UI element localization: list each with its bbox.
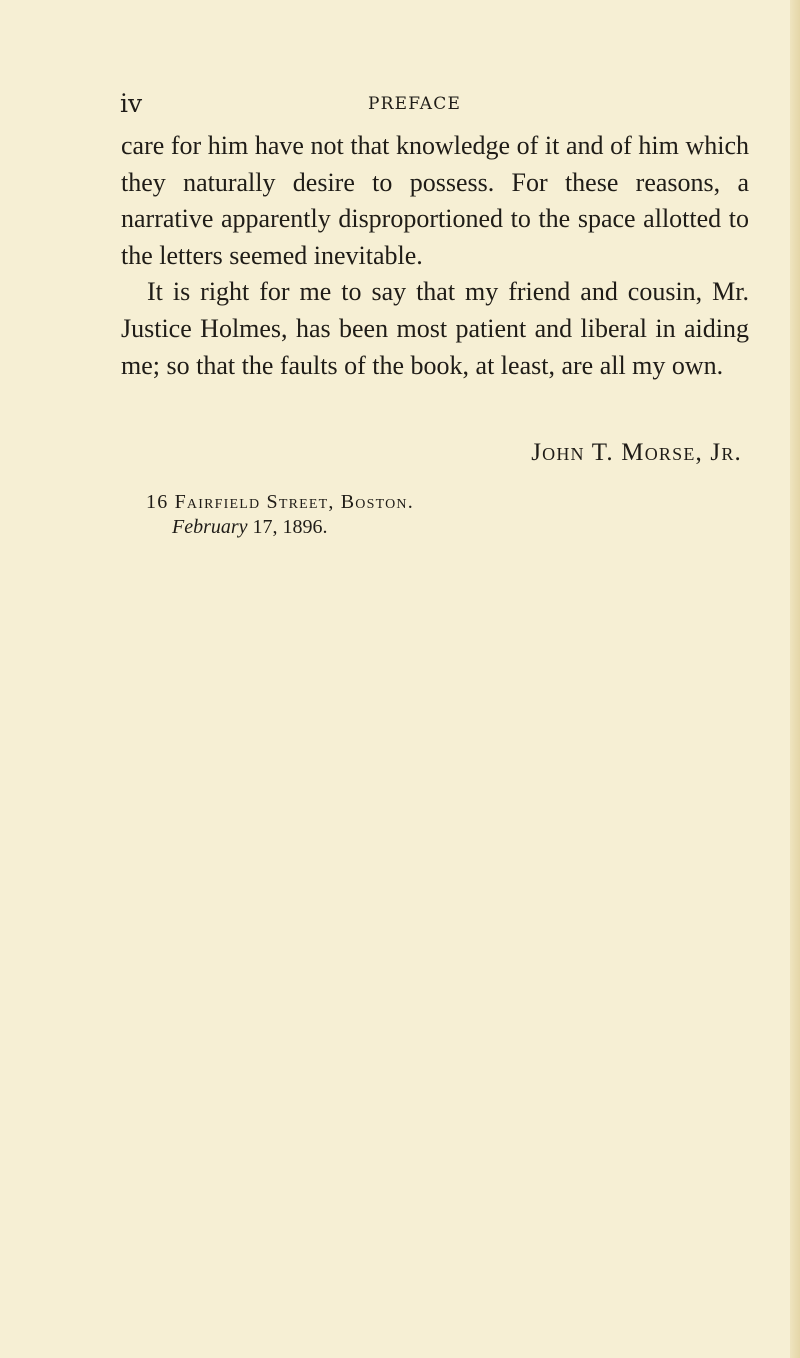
page-edge bbox=[790, 0, 800, 1358]
page-header bbox=[120, 88, 740, 120]
page-number: iv bbox=[120, 89, 143, 118]
date-month: February bbox=[172, 516, 248, 538]
paragraph: It is right for me to say that my friend and cousin, Mr. Justice Holmes, has been most patient and liberal in aiding me; so that the faults of the book, at least, are all my own. bbox=[121, 277, 749, 380]
date-day-year: 17, 1896. bbox=[247, 516, 328, 538]
paragraph: care for him have not that knowledge of it and of him which they naturally desire to possess. For these reasons, a narrative apparently disproportioned to the space allotted to the letters seemed inevitable. bbox=[121, 131, 749, 270]
running-head: PREFACE bbox=[368, 94, 462, 114]
preface-body bbox=[121, 128, 749, 384]
author-signature: John T. Morse, Jr. bbox=[531, 439, 742, 466]
address-line: 16 Fairfield Street, Boston. bbox=[146, 491, 414, 513]
date-line bbox=[172, 514, 328, 540]
